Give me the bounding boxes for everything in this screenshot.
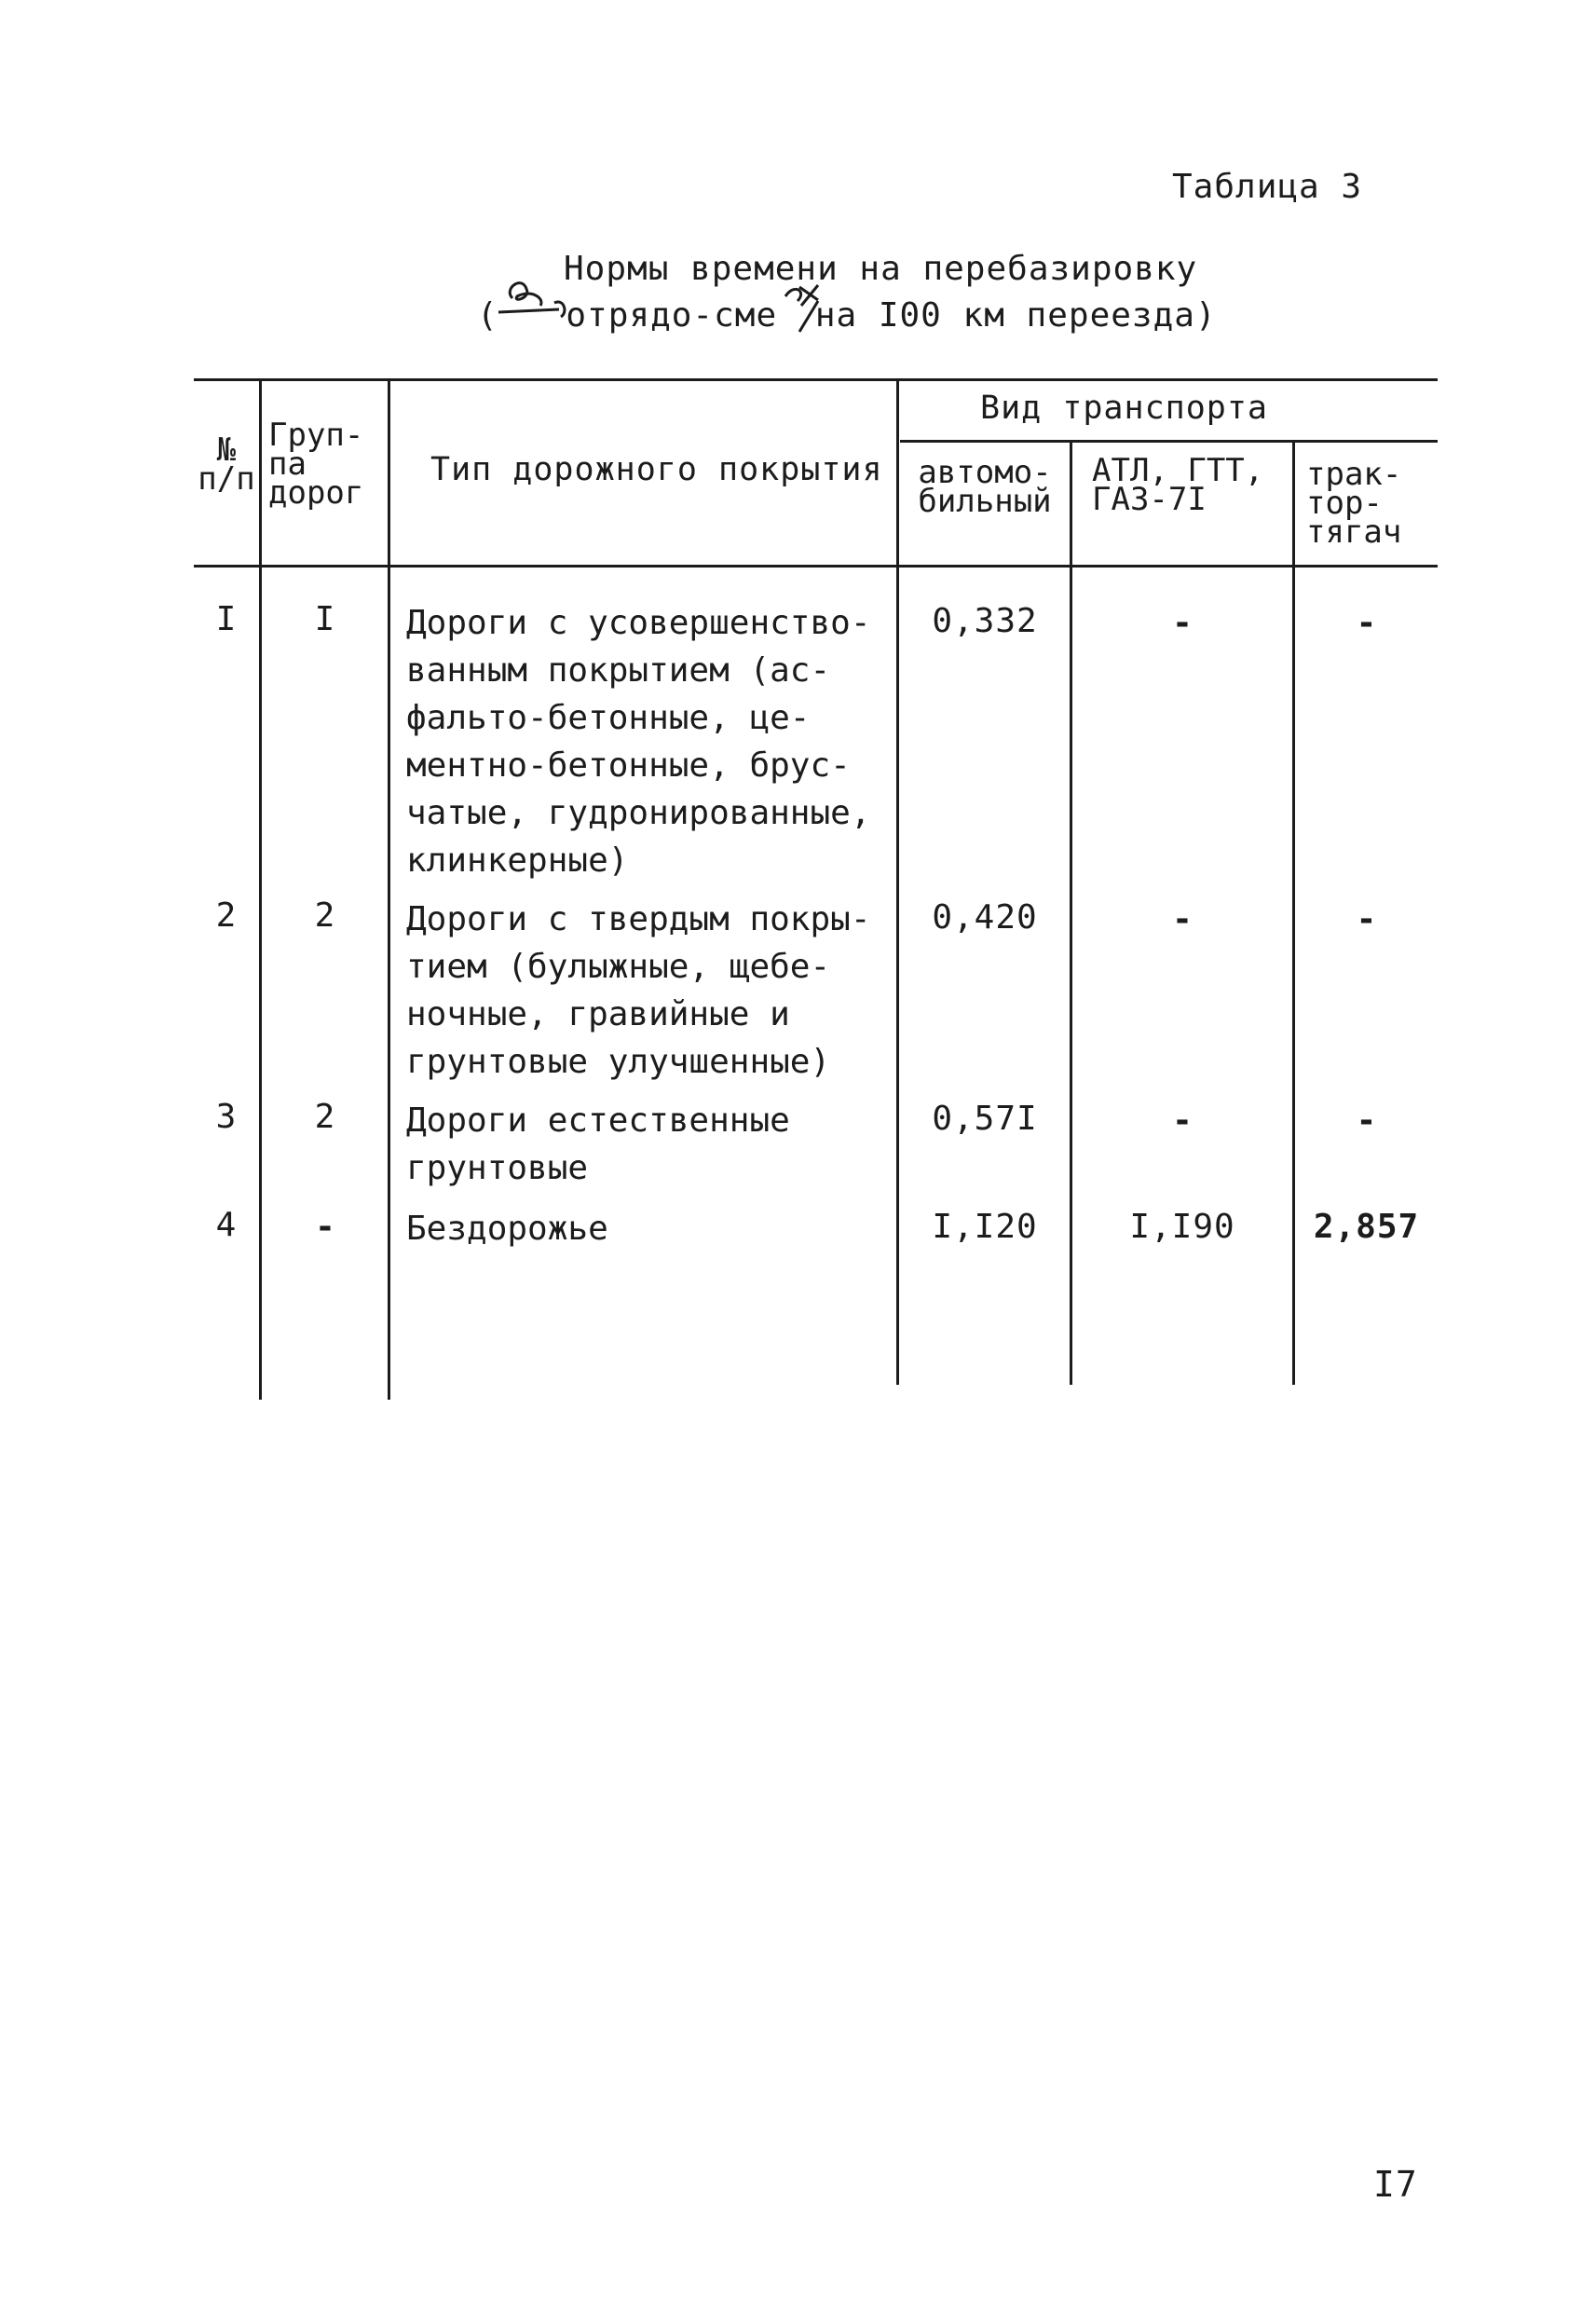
row-1-group: I xyxy=(314,600,336,638)
row-4-atl: I,I90 xyxy=(1129,1208,1235,1246)
table-top-rule xyxy=(194,378,1438,381)
row-3-auto: 0,57I xyxy=(932,1100,1038,1138)
header-num: № п/п xyxy=(198,431,255,498)
header-group: Груп- па дорог xyxy=(268,417,364,512)
title-open-paren: ( xyxy=(477,296,498,335)
row-3-atl: - xyxy=(1172,1101,1193,1140)
handwritten-ax-mark xyxy=(781,278,837,334)
row-4-tractor: 2,857 xyxy=(1313,1208,1420,1246)
row-4-auto: I,I20 xyxy=(932,1208,1038,1246)
row-1-auto: 0,332 xyxy=(932,602,1038,640)
row-1-atl: - xyxy=(1172,604,1193,642)
table-label: Таблица 3 xyxy=(1172,168,1363,206)
row-1-type: Дороги с усовершенство- ванным покрытием (ас- фальто-бетонные, це- ментно-бетонные, брус- чатые, гудронированные, клинкерные) xyxy=(406,604,871,880)
page-number: I7 xyxy=(1373,2164,1418,2205)
col-divider-num-group xyxy=(259,378,262,1400)
title-line-2 xyxy=(477,296,1217,335)
row-2-num: 2 xyxy=(215,896,238,935)
row-2-atl: - xyxy=(1172,900,1193,938)
row-3-num: 3 xyxy=(215,1098,238,1136)
header-type: Тип дорожного покрытия xyxy=(430,451,883,488)
row-4-group: - xyxy=(315,1208,335,1246)
row-4-type: Бездорожье xyxy=(406,1210,608,1248)
row-3-type: Дороги естественные грунтовые xyxy=(406,1101,790,1187)
header-bottom-rule xyxy=(194,565,1438,568)
row-2-auto: 0,420 xyxy=(932,898,1038,937)
row-2-tractor: - xyxy=(1356,900,1377,938)
header-tractor: трак- тор- тягач xyxy=(1306,456,1402,551)
col-divider-group-type xyxy=(388,378,390,1400)
row-1-tractor: - xyxy=(1356,604,1377,642)
row-2-group: 2 xyxy=(314,896,336,935)
header-auto: автомо- бильный xyxy=(918,454,1052,520)
transport-subheader-rule xyxy=(900,440,1438,443)
header-transport: Вид транспорта xyxy=(980,390,1269,427)
header-atl: АТЛ, ГТТ, ГАЗ-7I xyxy=(1092,452,1264,518)
row-1-num: I xyxy=(215,600,238,638)
handwritten-insert-mark xyxy=(494,270,578,326)
title-text-a: отрядо-сме xyxy=(566,296,778,335)
title-line-1: Нормы времени на перебазировку xyxy=(564,250,1198,288)
row-3-tractor: - xyxy=(1356,1101,1377,1140)
row-2-type: Дороги с твердым покры- тием (булыжные, щебе- ночные, гравийные и грунтовые улучшенные) xyxy=(406,900,871,1081)
col-divider-type-auto xyxy=(896,378,899,1385)
title-text-b: на I00 км переезда) xyxy=(814,296,1217,335)
row-4-num: 4 xyxy=(215,1206,238,1244)
row-3-group: 2 xyxy=(314,1098,336,1136)
